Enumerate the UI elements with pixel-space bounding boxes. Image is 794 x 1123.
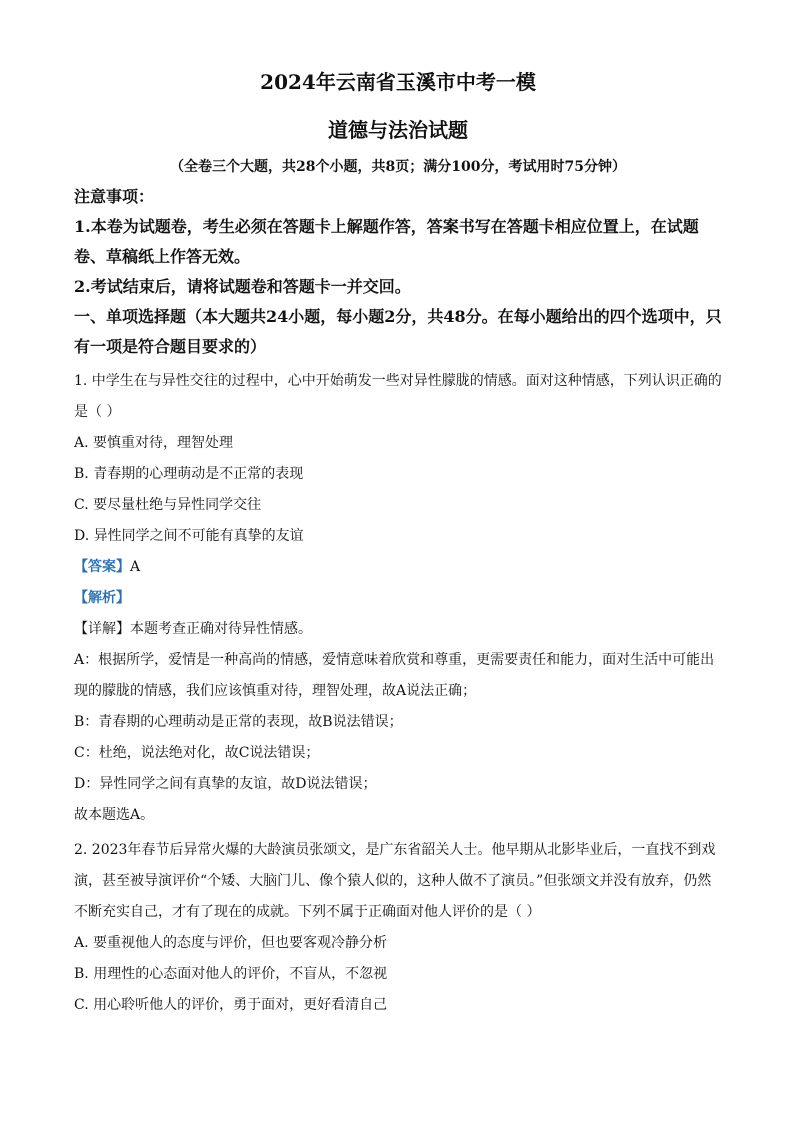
- notice-item: 2.考试结束后，请将试题卷和答题卡一并交回。: [74, 277, 411, 296]
- detail-line: D：异性同学之间有真挚的友谊，故D说法错误；: [74, 776, 377, 792]
- analysis-label: 【解析】: [74, 590, 130, 606]
- detail-line: B：青春期的心理萌动是正常的表现，故B说法错误；: [74, 714, 403, 730]
- option-b: B. 用理性的心态面对他人的评价，不盲从，不忽视: [74, 966, 388, 982]
- detail-row: [74, 614, 722, 645]
- detail-label: 【详解】: [74, 621, 130, 637]
- analysis-row: [74, 583, 722, 614]
- option-c: C. 用心聆听他人的评价，勇于面对，更好看清自己: [74, 997, 388, 1013]
- section-title: 一、单项选择题（本大题共24小题，每小题2分，共48分。在每小题给出的四个选项中，只有一项是符合题目要求的）: [74, 307, 722, 356]
- notice-item: 1.本卷为试题卷，考生必须在答题卡上解题作答，答案书写在答题卡相应位置上，在试题卷、草稿纸上作答无效。: [74, 217, 699, 266]
- option-b: B. 青春期的心理萌动是不正常的表现: [74, 466, 304, 482]
- option-a: A. 要重视他人的态度与评价，但也要客观冷静分析: [74, 935, 388, 951]
- answer-value: A: [130, 559, 141, 575]
- option-c: C. 要尽量杜绝与异性同学交往: [74, 497, 262, 513]
- detail-line: C：杜绝，说法绝对化，故C说法错误；: [74, 745, 320, 761]
- question-stem: 2. 2023年春节后异常火爆的大龄演员张颂文，是广东省韶关人士。他早期从北影毕业后，一直找不到戏演，甚至被导演评价“个矮、大脑门儿、像个猿人似的，这种人做不了演员。”但张颂文并没有放弃，仍然不断充实自己，才有了现在的成就。下列不属于正确面对他人评价的是（ ）: [74, 842, 716, 920]
- exam-meta: （全卷三个大题，共28个小题，共8页；满分100分，考试用时75分钟）: [170, 159, 626, 175]
- answer-label: 【答案】: [74, 559, 130, 575]
- option-d: D. 异性同学之间不可能有真挚的友谊: [74, 528, 304, 544]
- notice-label: 注意事项：: [74, 187, 155, 206]
- question-2: [74, 835, 722, 1021]
- exam-subtitle: 道德与法治试题: [328, 118, 468, 142]
- detail-intro: 本题考查正确对待异性情感。: [130, 621, 312, 637]
- detail-conclusion: 故本题选A。: [74, 807, 155, 823]
- answer-row: [74, 552, 722, 583]
- question-1: [74, 366, 722, 831]
- option-a: A. 要慎重对待，理智处理: [74, 435, 234, 451]
- detail-line: A：根据所学，爱情是一种高尚的情感，爱情意味着欣赏和尊重，更需要责任和能力，面对生活中可能出现的朦胧的情感，我们应该慎重对待，理智处理，故A说法正确；: [74, 652, 715, 699]
- question-stem: 1. 中学生在与异性交往的过程中，心中开始萌发一些对异性朦胧的情感。面对这种情感，下列认识正确的是（ ）: [74, 373, 722, 420]
- exam-title: 2024年云南省玉溪市中考一模: [260, 70, 536, 94]
- notice-block: [74, 182, 722, 362]
